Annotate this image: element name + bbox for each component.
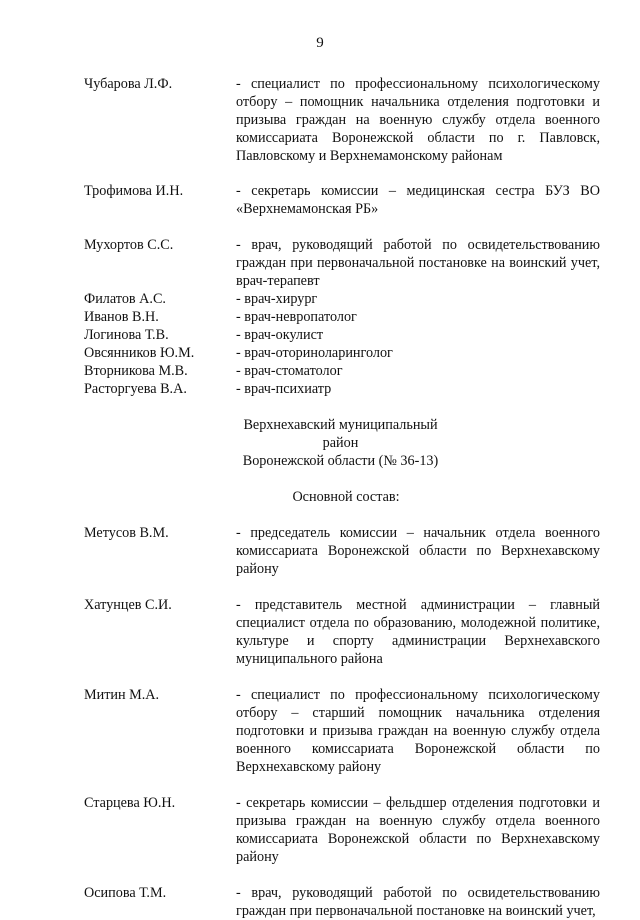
member-name: Мухортов С.С.: [84, 237, 174, 253]
member-name: Овсянников Ю.М.: [84, 345, 195, 361]
member-entry: [84, 524, 600, 578]
member-role: - врач-невропатолог: [236, 309, 357, 325]
member-role: - врач, руководящий работой по освидетельствованию граждан при первоначальной постановке на воинский учет, врач-терапевт: [236, 237, 600, 289]
composition-label: Основной состав:: [292, 489, 400, 505]
member-role: - врач-хирург: [236, 291, 318, 307]
member-name: Расторгуева В.А.: [84, 381, 187, 397]
member-name: Иванов В.Н.: [84, 309, 159, 325]
member-name: Старцева Ю.Н.: [84, 795, 176, 811]
page-number: 9: [316, 35, 324, 51]
section-title-line2: Воронежской области (№ 36-13): [242, 453, 439, 469]
member-entry: [84, 362, 600, 380]
member-role: - врач-психиатр: [236, 381, 332, 397]
member-entry: [84, 75, 600, 165]
member-role: - врач, руководящий работой по освидетельствованию граждан при первоначальной постановке на воинский учет,: [236, 885, 600, 919]
member-entry: [84, 326, 600, 344]
member-entry: [84, 290, 600, 308]
member-role: - врач-оториноларинголог: [236, 345, 393, 361]
member-entry: [84, 182, 600, 218]
member-name: Филатов А.С.: [84, 291, 166, 307]
member-role: - секретарь комиссии – медицинская сестра БУЗ ВО «Верхнемамонская РБ»: [236, 183, 600, 217]
member-name: Трофимова И.Н.: [84, 183, 184, 199]
member-entry: [84, 236, 600, 290]
member-role: - врач-окулист: [236, 327, 324, 343]
member-name: Чубарова Л.Ф.: [84, 76, 173, 92]
member-role: - врач-стоматолог: [236, 363, 343, 379]
member-name: Логинова Т.В.: [84, 327, 169, 343]
member-entry: [84, 794, 600, 866]
member-entry: [84, 884, 600, 920]
member-name: Метусов В.М.: [84, 525, 169, 541]
member-name: Хатунцев С.И.: [84, 597, 172, 613]
member-entry: [84, 380, 600, 398]
member-entry: [84, 596, 600, 668]
member-role: - председатель комиссии – начальник отдела военного комиссариата Воронежской области по Верхнехавскому району: [236, 525, 600, 577]
section-title-line1: Верхнехавский муниципальный район: [243, 417, 438, 451]
member-entry: [84, 686, 600, 776]
section-heading: [84, 416, 445, 470]
member-entry: [84, 344, 600, 362]
member-name: Вторникова М.В.: [84, 363, 188, 379]
member-name: Митин М.А.: [84, 687, 160, 703]
commission-list: [84, 75, 600, 920]
member-entry: [84, 308, 600, 326]
member-role: - представитель местной администрации – главный специалист отдела по образованию, молодежной политике, культуре и спорту администрации Верхнехавского муниципального района: [236, 597, 600, 667]
member-role: - секретарь комиссии – фельдшер отделения подготовки и призыва граждан на военную службу отдела военного комиссариата Воронежской области по Верхнехавскому району: [236, 795, 600, 865]
member-role: - специалист по профессиональному психологическому отбору – помощник начальника отделения подготовки и призыва граждан на военную службу отдела военного комиссариата Воронежской области по г. Павловск, Павловскому и Верхнемамонскому районам: [236, 76, 600, 164]
member-name: Осипова Т.М.: [84, 885, 167, 901]
member-role: - специалист по профессиональному психологическому отбору – старший помощник начальника отделения подготовки и призыва граждан на военную службу отдела военного комиссариата Воронежской области по Верхнехавскому району: [236, 687, 600, 775]
